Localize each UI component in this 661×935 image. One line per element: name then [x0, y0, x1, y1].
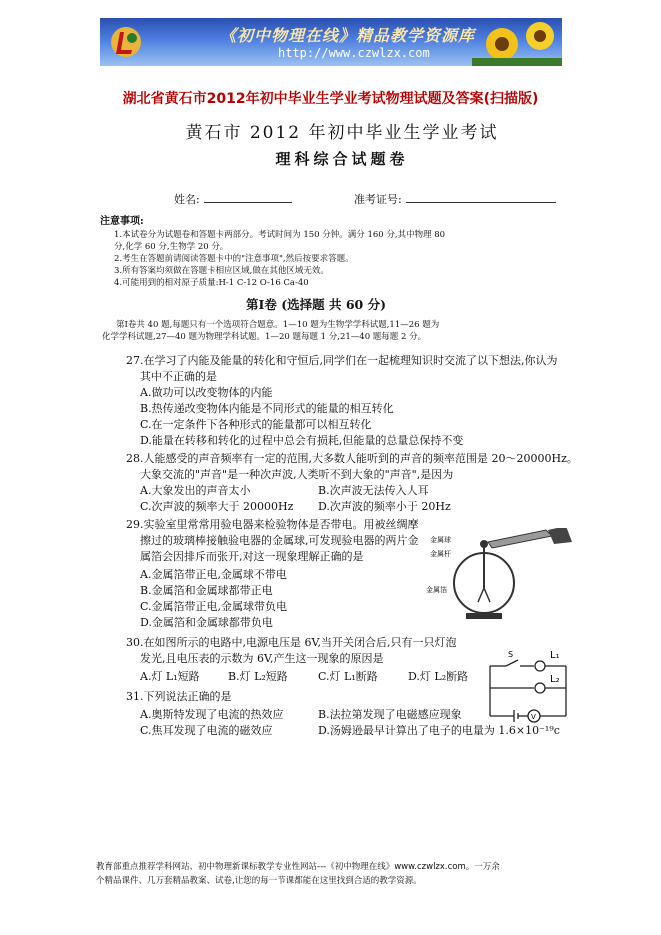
q27-stem: 其中不正确的是	[140, 370, 217, 383]
id-label: 准考证号:	[354, 193, 402, 206]
sunflower-icon	[472, 18, 562, 66]
q29-option-b: B.金属箔和金属球都带正电	[140, 584, 273, 597]
q27-option-d: D.能量在转移和转化的过程中总会有损耗,但能量的总量总保持不变	[140, 434, 464, 447]
q27-option-c: C.在一定条件下各种形式的能量都可以相互转化	[140, 418, 372, 431]
q27-option-b: B.热传递改变物体内能是不同形式的能量的相互转化	[140, 402, 394, 415]
q31-option-b: B.法拉第发现了电磁感应现象	[318, 708, 462, 721]
q28-option-a: A.大象发出的声音太小	[140, 484, 251, 497]
note-line: 4.可能用到的相对原子质量:H-1 C-12 O-16 Ca-40	[114, 278, 309, 288]
note-line: 分,化学 60 分,生物学 20 分。	[114, 242, 229, 252]
footer-text	[96, 860, 576, 888]
q30-option-b: B.灯 L₂短路	[228, 670, 288, 683]
name-field	[174, 192, 292, 207]
name-label: 姓名:	[174, 193, 200, 206]
q29-option-a: A.金属箔带正电,金属球不带电	[140, 568, 287, 581]
scanned-exam-page	[96, 118, 588, 848]
q31-option-c: C.焦耳发现了电流的磁效应	[140, 724, 273, 737]
fig-label-l2: L₂	[550, 674, 560, 685]
q30-option-a: A.灯 L₁短路	[140, 670, 200, 683]
document-title: 湖北省黄石市2012年初中毕业生学业考试物理试题及答案(扫描版)	[122, 91, 539, 107]
footer-line: 教育部重点推荐学科网站、初中物理新课标教学专业性网站---《初中物理在线》www.czwlzx.com。一万余	[96, 862, 500, 872]
notes-heading: 注意事项:	[100, 216, 144, 227]
q27-option-a: A.做功可以改变物体的内能	[140, 386, 273, 399]
fig-label-rod: 金属杆	[430, 550, 451, 558]
site-banner	[100, 18, 562, 66]
q28-option-c: C.次声波的频率大于 20000Hz	[140, 500, 294, 513]
electroscope-figure	[426, 528, 576, 623]
section-desc: 第Ⅰ卷共 40 题,每题只有一个选项符合题意。1—10 题为生物学学科试题,11—26 题为	[116, 320, 440, 330]
q31-stem: 31.下列说法正确的是	[126, 690, 232, 703]
section-desc: 化学学科试题,27—40 题为物理学科试题。1—20 题每题 1 分,21—40 题每题 2 分。	[102, 332, 427, 342]
banner-title: 《初中物理在线》精品教学资源库	[220, 26, 476, 45]
note-line: 2.考生在答题前请阅读答题卡中的"注意事项",然后按要求答题。	[114, 254, 354, 264]
q30-option-d: D.灯 L₂断路	[408, 670, 469, 683]
section-title: 第Ⅰ卷 (选择题 共 60 分)	[246, 297, 386, 312]
q31-option-a: A.奥斯特发现了电流的热效应	[140, 708, 284, 721]
q30-stem: 发光,且电压表的示数为 6V,产生这一现象的原因是	[140, 652, 384, 665]
q28-stem: 大象交流的"声音"是一种次声波,人类听不到大象的"声音",是因为	[140, 468, 454, 481]
q31-option-d: D.汤姆逊最早计算出了电子的电量为 1.6×10⁻¹⁹c	[318, 724, 560, 737]
q28-option-b: B.次声波无法传入人耳	[318, 484, 429, 497]
site-logo-icon	[108, 24, 144, 60]
footer-line: 个精品课件、几万套精品教案、试卷,让您的每一节课都能在这里找到合适的教学资源。	[96, 876, 422, 886]
q30-option-c: C.灯 L₁断路	[318, 670, 378, 683]
q30-stem: 30.在如图所示的电路中,电源电压是 6V,当开关闭合后,只有一只灯泡	[126, 636, 457, 649]
note-line: 3.所有答案均须做在答题卡相应区域,做在其他区域无效。	[114, 266, 329, 276]
fig-label-voltmeter: V	[531, 713, 536, 721]
q29-stem: 属箔会因排斥而张开,对这一现象理解正确的是	[140, 550, 364, 563]
fig-label-foil: 金属箔	[426, 586, 447, 594]
note-line: 1.本试卷分为试题卷和答题卡两部分。考试时间为 150 分钟。满分 160 分,其中物理 80	[114, 230, 446, 240]
fig-label-ball: 金属球	[430, 536, 451, 544]
q29-stem: 擦过的玻璃棒接触验电器的金属球,可发现验电器的两片金	[140, 534, 419, 547]
exam-subtitle: 理科综合试题卷	[275, 150, 409, 168]
q29-option-c: C.金属箔带正电,金属球带负电	[140, 600, 288, 613]
id-field	[354, 192, 556, 207]
q28-option-d: D.次声波的频率小于 20Hz	[318, 500, 451, 513]
q27-stem: 27.在学习了内能及能量的转化和守恒后,同学们在一起梳理知识时交流了以下想法,你认为	[126, 354, 558, 367]
fig-label-switch: S	[508, 650, 514, 659]
q29-option-d: D.金属箔和金属球都带负电	[140, 616, 273, 629]
exam-title: 黄石市 2012 年初中毕业生学业考试	[185, 123, 499, 143]
banner-url[interactable]: http://www.czwlzx.com	[278, 46, 430, 60]
fig-label-l1: L₁	[550, 650, 560, 661]
q29-stem: 29.实验室里常常用验电器来检验物体是否带电。用被丝绸摩	[126, 518, 419, 531]
circuit-figure	[484, 648, 576, 730]
q28-stem: 28.人能感受的声音频率有一定的范围,大多数人能听到的声音的频率范围是 20～20000Hz。	[126, 452, 578, 465]
